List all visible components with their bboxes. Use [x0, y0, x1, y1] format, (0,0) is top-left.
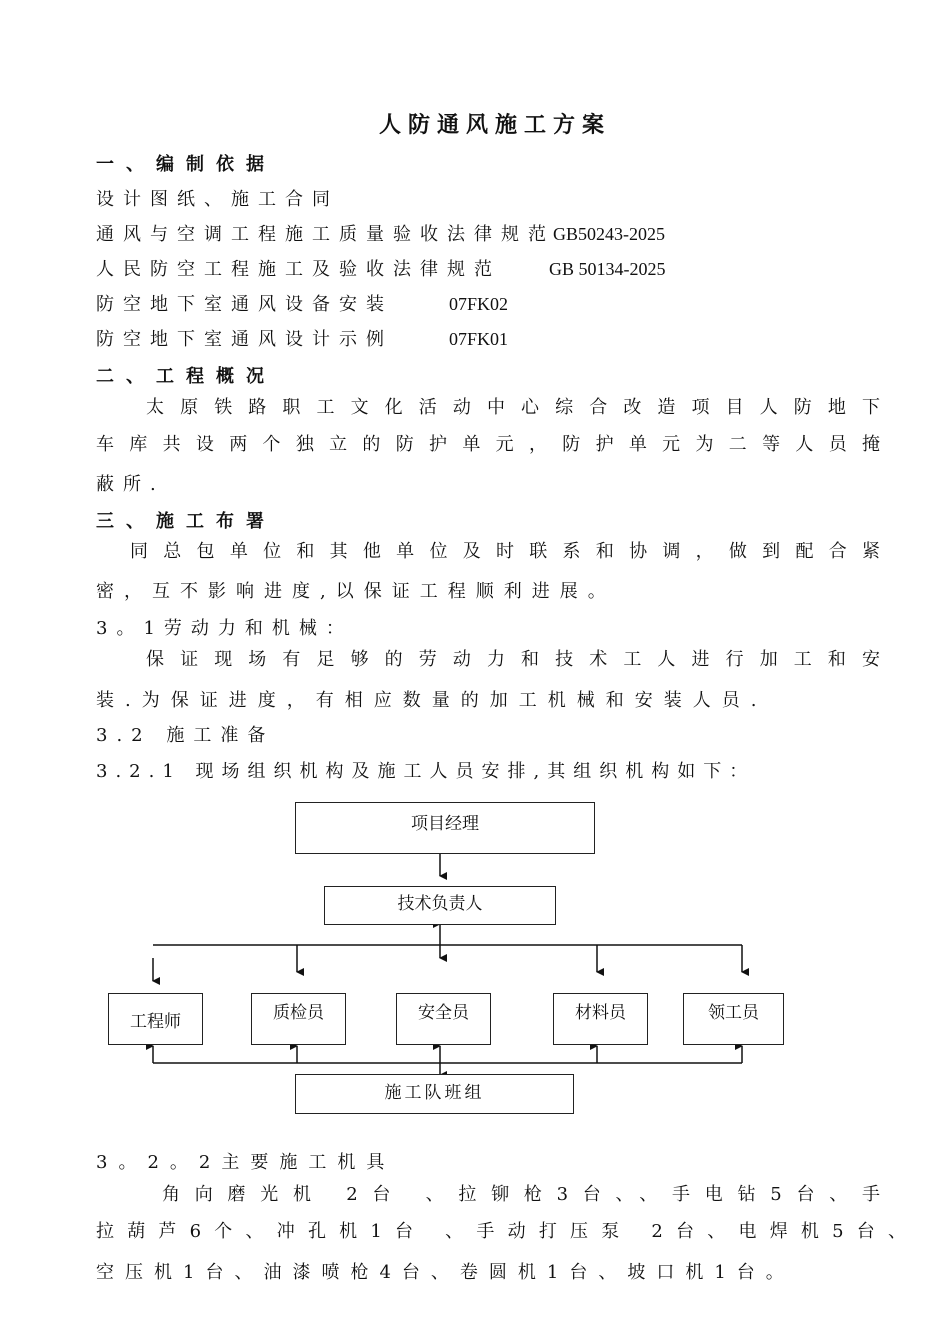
overview-line-1: 太原铁路职工文化活动中心综合改造项目人防地下 — [146, 397, 886, 418]
deploy-line-1: 同总包单位和其他单位及时联系和协调，做到配合紧 — [130, 541, 886, 562]
basis-item-text: 人民防空工程施工及验收法律规范 — [96, 259, 501, 280]
basis-item-code: GB50243-2025 — [553, 224, 665, 244]
deploy-line-2: 密，互不影响进度,以保证工程顺利进展。 — [96, 581, 616, 602]
org-box-tech-lead: 技术负责人 — [324, 886, 556, 925]
basis-item-text: 防空地下室通风设备安装 — [96, 294, 393, 315]
basis-item-text: 通风与空调工程施工质量验收法律规范 — [96, 224, 555, 245]
sub322-heading: 3。2。2主要施工机具 — [96, 1152, 396, 1173]
basis-item-code: 07FK01 — [449, 329, 509, 349]
overview-line-3: 蔽所. — [96, 474, 165, 495]
basis-item-code: 07FK02 — [449, 294, 509, 314]
labor-line-1: 保证现场有足够的劳动力和技术工人进行加工和安 — [146, 649, 886, 670]
page-title: 人防通风施工方案 — [378, 112, 611, 138]
org-box-project-manager: 项目经理 — [295, 802, 595, 854]
section3-heading: 三、施工布署 — [96, 511, 276, 532]
equipment-line-2: 拉葫芦6个、冲孔机1台 、手动打压泵 2台、电焊机5台、 — [96, 1221, 912, 1242]
equipment-line-1: 角向磨光机 2台 、拉铆枪3台、、手电钻5台、手 — [162, 1184, 886, 1205]
org-box-foreman: 领工员 — [683, 993, 784, 1045]
section2-heading: 二、工程概况 — [96, 366, 276, 387]
org-box-engineer: 工程师 — [108, 993, 203, 1045]
org-box-qc: 质检员 — [251, 993, 346, 1045]
equipment-line-3: 空压机1台、油漆喷枪4台、卷圆机1台、坡口机1台。 — [96, 1262, 795, 1283]
basis-item-code: GB 50134-2025 — [549, 259, 666, 279]
basis-item-text: 防空地下室通风设计示例 — [96, 329, 393, 350]
basis-item-text: 设计图纸、施工合同 — [96, 189, 339, 210]
sub32-heading: 3.2 施工准备 — [96, 725, 275, 746]
org-box-construction-team: 施工队班组 — [295, 1074, 574, 1114]
org-box-materials: 材料员 — [553, 993, 648, 1045]
sub321-text: 3.2.1 现场组织机构及施工人员安排,其组织机构如下： — [96, 761, 756, 782]
labor-line-2: 装.为保证进度，有相应数量的加工机械和安装人员. — [96, 690, 768, 711]
org-box-safety: 安全员 — [396, 993, 491, 1045]
section1-heading: 一、编制依据 — [96, 154, 276, 175]
overview-line-2: 车库共设两个独立的防护单元，防护单元为二等人员掩 — [96, 434, 886, 455]
sub31-heading: 3。1劳动力和机械： — [96, 618, 353, 639]
